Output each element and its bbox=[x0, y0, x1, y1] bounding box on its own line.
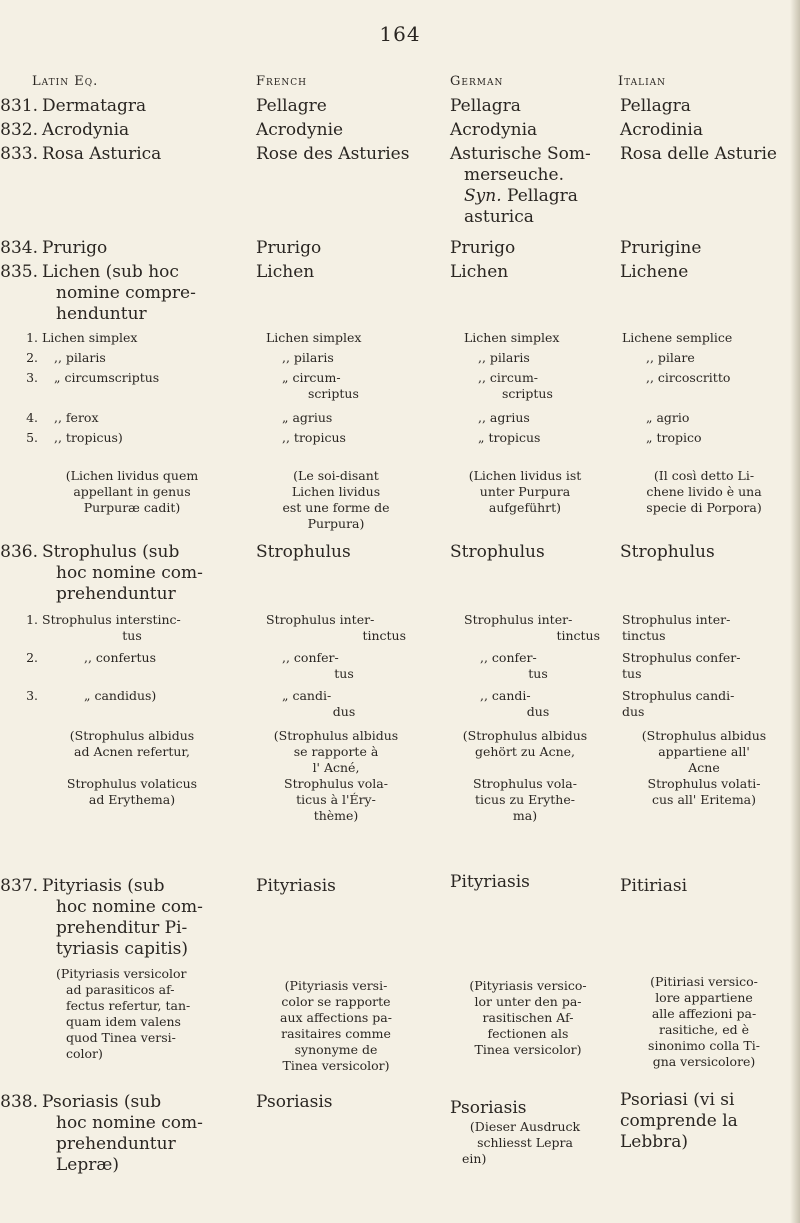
sub-number: 2. bbox=[26, 650, 38, 665]
sub-number: 1. bbox=[26, 330, 38, 345]
latin-term: Prurigo bbox=[42, 238, 108, 258]
header-italian: Italian bbox=[618, 74, 667, 89]
note-line: Strophulus vola- bbox=[284, 776, 388, 791]
german-term: Lichen bbox=[450, 262, 509, 282]
german-term: Pityriasis bbox=[450, 872, 530, 892]
note-line: Strophulus vola- bbox=[473, 776, 577, 791]
german-line: ,, confer- bbox=[480, 650, 537, 665]
italian-term: Pellagra bbox=[620, 96, 691, 116]
note-line: gna versicolore) bbox=[652, 1054, 756, 1069]
french-term: Prurigo bbox=[256, 238, 322, 258]
note-line: fectionen als bbox=[487, 1026, 569, 1041]
note-line: unter Purpura bbox=[479, 484, 571, 499]
italian-line: Strophulus inter- bbox=[622, 612, 731, 627]
italian-line: dus bbox=[622, 704, 645, 719]
note-line: Purpuræ cadit) bbox=[83, 500, 181, 515]
latin-term bbox=[42, 1092, 232, 1176]
sub-number: 4. bbox=[26, 410, 38, 425]
french-term: Pellagre bbox=[256, 96, 327, 116]
italian-term: Strophulus bbox=[620, 542, 715, 562]
note-line: l' Acné, bbox=[312, 760, 360, 775]
german-term: Prurigo bbox=[450, 238, 516, 258]
note-line: ma) bbox=[512, 808, 538, 823]
entry-number: 835. bbox=[0, 262, 38, 282]
note-line: appellant in genus bbox=[73, 484, 191, 499]
note-line: ticus à l'Éry- bbox=[296, 792, 376, 807]
italian-term: Prurigine bbox=[620, 238, 702, 258]
entry-number: 834. bbox=[0, 238, 38, 258]
italian-line: comprende la bbox=[620, 1111, 738, 1131]
latin-note bbox=[42, 728, 222, 808]
note-line: Purpura) bbox=[307, 516, 365, 531]
header-french: French bbox=[256, 74, 307, 89]
german-line: ,, candi- bbox=[480, 688, 531, 703]
note-line: quam idem valens bbox=[66, 1014, 181, 1029]
note-line: (Strophulus albidus bbox=[462, 728, 588, 743]
italian-term: ,, circoscritto bbox=[646, 370, 731, 385]
note-line: aufgeführt) bbox=[488, 500, 562, 515]
french-term: Strophulus bbox=[256, 542, 351, 562]
note-line: aux affections pa- bbox=[280, 1010, 392, 1025]
note-line bbox=[42, 760, 222, 776]
note-line: (Strophulus albidus bbox=[641, 728, 767, 743]
entry-number: 831. bbox=[0, 96, 38, 116]
latin-line: Lichen (sub hoc bbox=[42, 262, 179, 282]
german-note bbox=[440, 728, 610, 824]
german-term bbox=[450, 144, 625, 228]
note-line: rasitiche, ed è bbox=[658, 1022, 750, 1037]
note-line: thème) bbox=[313, 808, 359, 823]
italian-note bbox=[618, 974, 790, 1070]
header-latin: Latin Eq. bbox=[32, 74, 99, 89]
latin-line: Strophulus interstinc- bbox=[42, 612, 181, 627]
latin-line: hoc nomine com- bbox=[56, 563, 203, 583]
sub-number: 3. bbox=[26, 370, 38, 385]
note-line: rasitaires comme bbox=[281, 1026, 391, 1041]
latin-line: henduntur bbox=[56, 304, 147, 324]
german-line: tinctus bbox=[556, 628, 600, 643]
latin-term: Rosa Asturica bbox=[42, 144, 162, 164]
italian-term: ,, pilare bbox=[646, 350, 695, 365]
note-line: ticus zu Erythe- bbox=[475, 792, 575, 807]
latin-line: tus bbox=[122, 628, 142, 643]
latin-line: nomine compre- bbox=[56, 283, 196, 303]
french-note bbox=[256, 978, 416, 1074]
latin-line: prehenduntur bbox=[56, 1134, 176, 1154]
french-term: ,, tropicus bbox=[282, 430, 346, 445]
latin-note bbox=[42, 468, 222, 516]
french-term bbox=[282, 688, 406, 720]
page-number: 164 bbox=[379, 22, 421, 46]
italian-line: Psoriasi (vi si bbox=[620, 1090, 735, 1110]
latin-term: „ candidus) bbox=[84, 688, 157, 703]
french-term: Rose des Asturies bbox=[256, 144, 410, 164]
note-line: quod Tinea versi- bbox=[66, 1030, 176, 1045]
german-note bbox=[450, 1119, 600, 1167]
note-line: color se rapporte bbox=[281, 994, 391, 1009]
german-line: asturica bbox=[464, 207, 534, 227]
french-term: ,, pilaris bbox=[282, 350, 334, 365]
german-line: ,, circum- bbox=[478, 370, 539, 385]
french-term: Pityriasis bbox=[256, 876, 336, 896]
italian-term: Lichene bbox=[620, 262, 689, 282]
note-line: synonyme de bbox=[294, 1042, 378, 1057]
french-term bbox=[282, 370, 359, 402]
latin-term: ,, tropicus) bbox=[54, 430, 123, 445]
german-term: Acrodynia bbox=[450, 120, 538, 140]
french-line: dus bbox=[332, 704, 356, 719]
note-line: ad parasiticos af- bbox=[66, 982, 175, 997]
note-line: cus all' Eritema) bbox=[652, 792, 756, 807]
note-line: appartiene all' bbox=[658, 744, 750, 759]
latin-line: prehenduntur bbox=[56, 584, 176, 604]
latin-term: ,, confertus bbox=[84, 650, 156, 665]
latin-line: Pityriasis (sub bbox=[42, 876, 165, 896]
italian-term: Acrodinia bbox=[620, 120, 703, 140]
french-line: tus bbox=[334, 666, 354, 681]
german-line: Asturische Som- bbox=[450, 144, 591, 164]
german-line: merseuche. bbox=[464, 165, 564, 185]
french-line: ,, confer- bbox=[282, 650, 339, 665]
entry-number: 838. bbox=[0, 1092, 38, 1112]
italian-term: Pitiriasi bbox=[620, 876, 688, 896]
note-line: Acne bbox=[688, 760, 720, 775]
note-line: specie di Porpora) bbox=[646, 500, 762, 515]
latin-line: Lepræ) bbox=[56, 1155, 119, 1175]
sub-number: 2. bbox=[26, 350, 38, 365]
italian-line: Strophulus candi- bbox=[622, 688, 735, 703]
french-line: „ candi- bbox=[282, 688, 332, 703]
note-line: Strophulus volaticus bbox=[66, 776, 198, 791]
note-line: sinonimo colla Ti- bbox=[648, 1038, 760, 1053]
latin-term bbox=[42, 876, 232, 960]
note-line: ad Erythema) bbox=[88, 792, 176, 807]
note-line: (Strophulus albidus bbox=[273, 728, 399, 743]
latin-line: tyriasis capitis) bbox=[56, 939, 189, 959]
latin-term: „ circumscriptus bbox=[54, 370, 160, 385]
note-line: (Le soi-disant bbox=[293, 468, 379, 483]
italian-line: tus bbox=[622, 666, 642, 681]
italian-line: tinctus bbox=[622, 628, 666, 643]
note-line: (Pityriasis versi- bbox=[284, 978, 388, 993]
latin-line: hoc nomine com- bbox=[56, 897, 203, 917]
german-line: dus bbox=[526, 704, 550, 719]
french-line: Strophulus inter- bbox=[266, 612, 375, 627]
latin-term: Lichen simplex bbox=[42, 330, 138, 345]
note-line: lor unter den pa- bbox=[474, 994, 582, 1009]
french-term: „ agrius bbox=[282, 410, 333, 425]
note-line: (Pityriasis versico- bbox=[469, 978, 587, 993]
german-synonym bbox=[450, 186, 625, 207]
german-term bbox=[480, 650, 596, 682]
italian-term bbox=[620, 1090, 795, 1153]
note-line: ad Acnen refertur, bbox=[74, 744, 190, 759]
note-line: alle affezioni pa- bbox=[651, 1006, 757, 1021]
latin-note bbox=[56, 966, 226, 1062]
note-line: Tinea versicolor) bbox=[474, 1042, 582, 1057]
header-german: German bbox=[450, 74, 504, 89]
note-line: (Pitiriasi versico- bbox=[650, 974, 758, 989]
french-note bbox=[256, 468, 416, 532]
latin-term: ,, pilaris bbox=[54, 350, 106, 365]
german-term: „ tropicus bbox=[478, 430, 541, 445]
note-line: Lichen lividus bbox=[291, 484, 381, 499]
german-line: scriptus bbox=[502, 386, 553, 401]
entry-number: 837. bbox=[0, 876, 38, 896]
italian-note bbox=[618, 728, 790, 808]
note-line: (Strophulus albidus bbox=[69, 728, 195, 743]
latin-line: Strophulus (sub bbox=[42, 542, 180, 562]
german-term: ,, pilaris bbox=[478, 350, 530, 365]
french-note bbox=[256, 728, 416, 824]
note-line: gehört zu Acne, bbox=[474, 744, 575, 759]
german-term: Pellagra bbox=[450, 96, 521, 116]
syn-label: Syn. bbox=[464, 186, 502, 206]
french-term bbox=[266, 612, 406, 644]
note-line: Tinea versicolor) bbox=[282, 1058, 390, 1073]
german-term: Strophulus bbox=[450, 542, 545, 562]
french-term: Psoriasis bbox=[256, 1092, 333, 1112]
german-line: Pellagra bbox=[507, 186, 578, 206]
german-term bbox=[464, 612, 600, 644]
german-line: tus bbox=[528, 666, 548, 681]
italian-term: „ agrio bbox=[646, 410, 690, 425]
entry-number: 836. bbox=[0, 542, 38, 562]
italian-term: Rosa delle Asturie bbox=[620, 144, 777, 164]
note-line: (Dieser Ausdruck bbox=[469, 1119, 581, 1134]
note-line: (Il così detto Li- bbox=[653, 468, 755, 483]
note-line: rasitischen Af- bbox=[482, 1010, 574, 1025]
latin-term: ,, ferox bbox=[54, 410, 99, 425]
latin-term: Dermatagra bbox=[42, 96, 147, 116]
italian-term bbox=[622, 650, 792, 682]
latin-term: Acrodynia bbox=[42, 120, 130, 140]
french-term: Lichen bbox=[256, 262, 315, 282]
german-line: Strophulus inter- bbox=[464, 612, 573, 627]
note-line: color) bbox=[66, 1046, 103, 1061]
german-term: Lichen simplex bbox=[464, 330, 560, 345]
note-line: (Pityriasis versicolor bbox=[56, 966, 187, 981]
italian-term bbox=[622, 612, 792, 644]
french-line: tinctus bbox=[362, 628, 406, 643]
sub-number: 1. bbox=[26, 612, 38, 627]
note-line: fectus refertur, tan- bbox=[66, 998, 191, 1013]
italian-line: Strophulus confer- bbox=[622, 650, 741, 665]
note-line: (Lichen lividus ist bbox=[468, 468, 582, 483]
latin-term bbox=[42, 262, 232, 325]
latin-line: prehenditur Pi- bbox=[56, 918, 188, 938]
french-term: Lichen simplex bbox=[266, 330, 362, 345]
french-line: scriptus bbox=[308, 386, 359, 401]
note-line: lore appartiene bbox=[655, 990, 753, 1005]
note-line: schliesst Lepra bbox=[477, 1135, 573, 1150]
note-line: est une forme de bbox=[282, 500, 390, 515]
italian-term bbox=[622, 688, 792, 720]
german-note bbox=[446, 978, 610, 1058]
german-term bbox=[480, 688, 596, 720]
latin-line: Psoriasis (sub bbox=[42, 1092, 162, 1112]
italian-note bbox=[618, 468, 790, 516]
german-note bbox=[440, 468, 610, 516]
french-term: Acrodynie bbox=[256, 120, 344, 140]
note-line: chene livido è una bbox=[646, 484, 762, 499]
german-term: ,, agrius bbox=[478, 410, 530, 425]
latin-line: hoc nomine com- bbox=[56, 1113, 203, 1133]
entry-number: 833. bbox=[0, 144, 38, 164]
entry-number: 832. bbox=[0, 120, 38, 140]
german-line: Psoriasis bbox=[450, 1098, 527, 1118]
note-line: ein) bbox=[462, 1151, 487, 1166]
note-line: se rapporte à bbox=[293, 744, 379, 759]
italian-term: Lichene semplice bbox=[622, 330, 733, 345]
note-line: (Lichen lividus quem bbox=[65, 468, 199, 483]
french-line: „ circum- bbox=[282, 370, 341, 385]
german-term bbox=[450, 1098, 625, 1167]
note-line bbox=[440, 760, 610, 776]
italian-line: Lebbra) bbox=[620, 1132, 689, 1152]
german-term bbox=[478, 370, 553, 402]
latin-term bbox=[42, 542, 232, 605]
italian-term: „ tropico bbox=[646, 430, 702, 445]
note-line: Strophulus volati- bbox=[647, 776, 761, 791]
sub-number: 3. bbox=[26, 688, 38, 703]
french-term bbox=[282, 650, 406, 682]
sub-number: 5. bbox=[26, 430, 38, 445]
latin-term bbox=[42, 612, 222, 644]
